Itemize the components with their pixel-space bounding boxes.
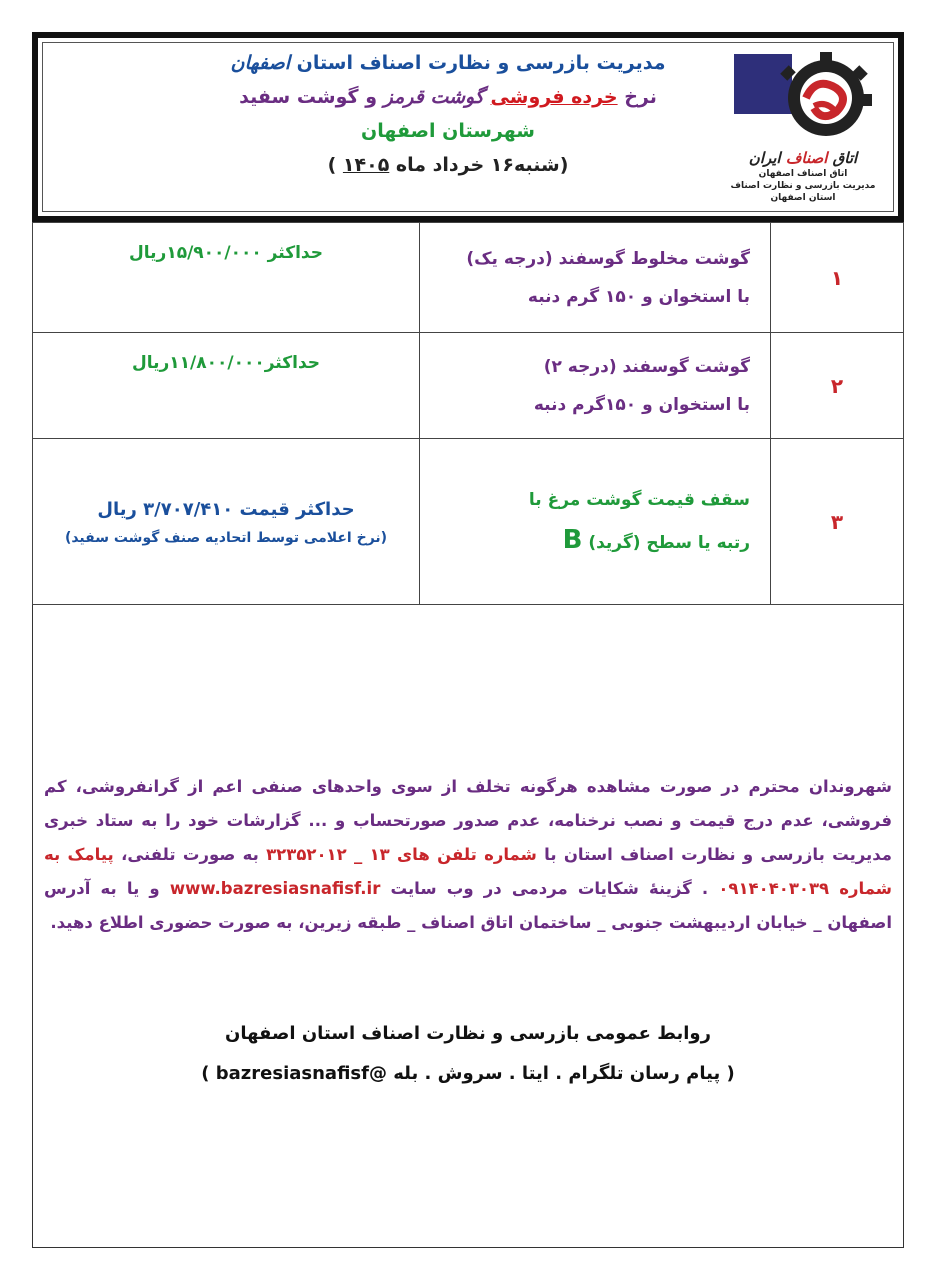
item-line-2: با استخوان و ۱۵۰گرم دنبه <box>533 394 750 415</box>
title-line-2-retail: خرده فروشی <box>490 86 618 108</box>
item-line-1: سقف قیمت گوشت مرغ با <box>528 490 750 510</box>
price-cell <box>33 439 420 605</box>
notice-text-2: به صورت تلفنی، <box>113 845 267 864</box>
public-relations-footer <box>32 1014 904 1094</box>
title-line-1 <box>198 46 698 80</box>
price-main: حداکثر قیمت ۳/۷۰۷/۴۱۰ ریال <box>97 498 355 520</box>
logo-brand <box>718 148 888 168</box>
title-line-2-white-meat: و گوشت سفید <box>239 86 377 108</box>
date-text: (شنبه۱۶ خرداد ماه <box>395 154 569 176</box>
grade-label: B <box>562 525 583 555</box>
notice-text-4: و یا به آدرس اصفهان _ خیابان اردیبهشت جنوبی _ ساختمان اتاق اصناف _ طبقه زیرین، به صورت حضوری اطلاع دهید. <box>44 879 892 932</box>
row-number: ۳ <box>771 439 904 605</box>
logo-brand-3: ایران <box>748 149 781 167</box>
table-row <box>33 223 904 333</box>
footer-line-2: ( پیام رسان تلگرام . ایتا . سروش . بله @bazresiasnafisf ) <box>201 1063 735 1084</box>
item-line-1: گوشت مخلوط گوسفند (درجه یک) <box>466 248 750 269</box>
logo-brand-1: اتاق <box>832 149 858 167</box>
header-box <box>32 32 904 222</box>
date-close-paren: ) <box>327 154 337 176</box>
gear-logo-icon <box>734 48 874 148</box>
item-line-2 <box>420 520 750 563</box>
item-line-1: گوشت گوسفند (درجه ۲) <box>543 356 750 377</box>
complaint-notice <box>44 770 892 940</box>
title-line-1-city: اصفهان <box>230 52 291 74</box>
logo-brand-2: اصناف <box>785 149 828 167</box>
price-cell: حداکثر۱۱/۸۰۰/۰۰۰ریال <box>33 333 420 439</box>
date-year: ۱۴۰۵ <box>342 154 390 176</box>
notice-text-3: . گزینهٔ شکایات مردمی در وب سایت <box>380 879 719 898</box>
title-line-3-county: شهرستان اصفهان <box>361 120 535 142</box>
price-table <box>32 222 904 605</box>
notice-website-link[interactable]: www.bazresiasnafisf.ir <box>169 879 381 898</box>
price-cell: حداکثر ۱۵/۹۰۰/۰۰۰ریال <box>33 223 420 333</box>
item-line-2: با استخوان و ۱۵۰ گرم دنبه <box>527 286 750 307</box>
table-row <box>33 333 904 439</box>
logo-sub-3: استان اصفهان <box>770 193 836 203</box>
logo-sub-2: مدیریت بازرسی و نظارت اصناف <box>730 181 876 191</box>
row-number: ۲ <box>771 333 904 439</box>
title-line-1-text: مدیریت بازرسی و نظارت اصناف استان <box>296 52 666 74</box>
logo-caption <box>718 148 888 204</box>
guild-chamber-logo <box>718 44 888 212</box>
item-line-2-text: رتبه یا سطح (گرید) <box>588 533 750 553</box>
notice-sms: پیامک به شماره ۰۹۱۴۰۴۰۳۰۳۹ <box>44 845 892 898</box>
logo-sub-1: اتاق اصناف اصفهان <box>758 169 848 179</box>
title-line-2-red-meat: گوشت قرمز <box>383 86 484 108</box>
item-cell <box>420 439 771 605</box>
price-note: (نرخ اعلامی توسط اتحادیه صنف گوشت سفید) <box>64 529 388 546</box>
header-titles <box>198 46 698 182</box>
notice-phone: شماره تلفن های ۱۳ _ ۳۲۳۵۲۰۱۲ <box>266 845 537 864</box>
row-number: ۱ <box>771 223 904 333</box>
item-cell <box>420 333 771 439</box>
table-row <box>33 439 904 605</box>
title-line-2-rate: نرخ <box>624 86 657 108</box>
title-line-2 <box>198 80 698 114</box>
title-line-4-date <box>198 148 698 182</box>
footer-line-1: روابط عمومی بازرسی و نظارت اصناف استان اصفهان <box>225 1023 711 1044</box>
item-cell <box>420 223 771 333</box>
notice-text-1: شهروندان محترم در صورت مشاهده هرگونه تخلف از سوی واحدهای صنفی اعم از گرانفروشی، کم فروشی، عدم درج قیمت و نصب نرخنامه، عدم صدور صورتحساب و ... گزارشات خود را به ستاد خبری مدیریت بازرسی و نظارت اصناف استان با <box>44 777 893 864</box>
